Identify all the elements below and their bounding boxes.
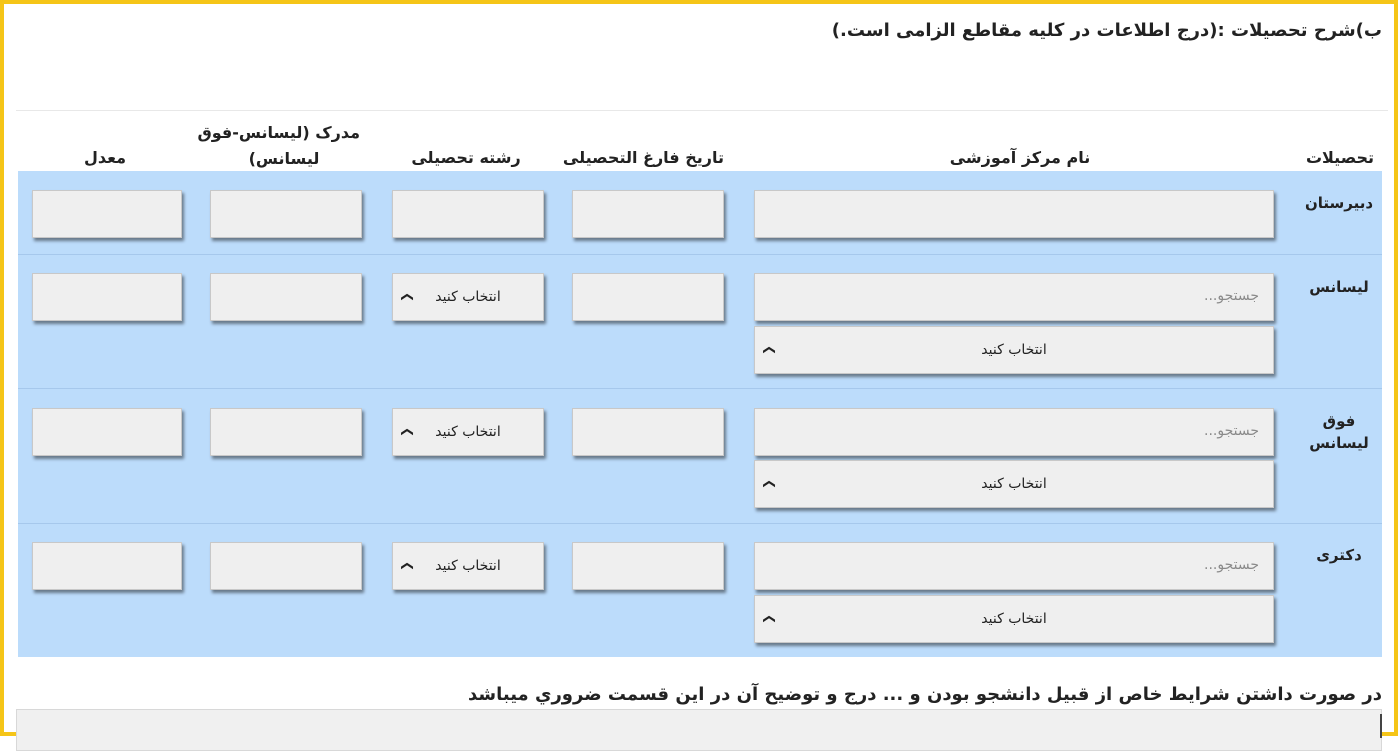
search-placeholder: جستجو... xyxy=(1204,423,1259,439)
doctorate-graduation-date-input[interactable] xyxy=(572,542,724,590)
row-divider xyxy=(18,523,1382,524)
textarea-scroll-indicator xyxy=(1380,714,1382,738)
highschool-certificate-input[interactable] xyxy=(210,190,362,238)
select-value: انتخاب کنید xyxy=(435,289,501,305)
master-graduation-date-input[interactable] xyxy=(572,408,724,456)
header-certificate-line2: لیسانس) xyxy=(248,149,320,168)
header-gpa: معدل xyxy=(83,148,127,167)
chevron-down-icon: ❯ xyxy=(763,613,778,625)
bachelor-field-select[interactable] xyxy=(392,273,544,321)
doctorate-institution-select[interactable] xyxy=(754,595,1274,643)
doctorate-institution-search[interactable] xyxy=(754,542,1274,590)
select-value: انتخاب کنید xyxy=(435,558,501,574)
chevron-down-icon: ❯ xyxy=(401,291,416,303)
select-value: انتخاب کنید xyxy=(435,424,501,440)
highschool-field-input[interactable] xyxy=(392,190,544,238)
select-value: انتخاب کنید xyxy=(981,476,1047,492)
special-conditions-textarea[interactable] xyxy=(16,709,1382,751)
master-institution-search[interactable] xyxy=(754,408,1274,456)
title-divider xyxy=(16,110,1388,111)
row-label-doctorate: دکتری xyxy=(1316,546,1362,564)
chevron-down-icon: ❯ xyxy=(763,344,778,356)
highschool-graduation-date-input[interactable] xyxy=(572,190,724,238)
bachelor-institution-search[interactable] xyxy=(754,273,1274,321)
master-field-select[interactable] xyxy=(392,408,544,456)
bachelor-institution-select[interactable] xyxy=(754,326,1274,374)
row-label-master xyxy=(1304,410,1374,454)
master-institution-select[interactable] xyxy=(754,460,1274,508)
bachelor-certificate-input[interactable] xyxy=(210,273,362,321)
row-label-master-line1: فوق xyxy=(1322,412,1356,430)
row-divider xyxy=(18,388,1382,389)
bachelor-gpa-input[interactable] xyxy=(32,273,182,321)
search-placeholder: جستجو... xyxy=(1204,557,1259,573)
chevron-down-icon: ❯ xyxy=(763,478,778,490)
doctorate-field-select[interactable] xyxy=(392,542,544,590)
header-field: رشته تحصیلی xyxy=(411,148,521,167)
highschool-gpa-input[interactable] xyxy=(32,190,182,238)
header-institution: نام مرکز آموزشی xyxy=(949,148,1091,167)
chevron-down-icon: ❯ xyxy=(401,426,416,438)
row-label-highschool: دبیرستان xyxy=(1304,194,1374,212)
doctorate-gpa-input[interactable] xyxy=(32,542,182,590)
row-label-master-line2: لیسانس xyxy=(1309,434,1369,452)
bachelor-graduation-date-input[interactable] xyxy=(572,273,724,321)
doctorate-certificate-input[interactable] xyxy=(210,542,362,590)
header-certificate-line1: مدرک (لیسانس-فوق xyxy=(197,123,360,142)
master-certificate-input[interactable] xyxy=(210,408,362,456)
master-gpa-input[interactable] xyxy=(32,408,182,456)
row-label-bachelor: لیسانس xyxy=(1309,278,1369,296)
highschool-institution-input[interactable] xyxy=(754,190,1274,238)
section-title: ب)شرح تحصیلات :(درج اطلاعات در کلیه مقاطع الزامی است.) xyxy=(831,20,1382,41)
row-divider xyxy=(18,254,1382,255)
header-degree: تحصیلات xyxy=(1305,148,1374,167)
header-certificate xyxy=(197,120,360,172)
select-value: انتخاب کنید xyxy=(981,611,1047,627)
select-value: انتخاب کنید xyxy=(981,342,1047,358)
search-placeholder: جستجو... xyxy=(1204,288,1259,304)
special-conditions-label: در صورت داشتن شرایط خاص از قبیل دانشجو بودن و ... درج و توضیح آن در این قسمت ضروري میباشد xyxy=(467,684,1382,705)
education-panel xyxy=(10,4,1388,732)
header-graduation-date: تاریخ فارغ التحصیلی xyxy=(562,148,724,167)
chevron-down-icon: ❯ xyxy=(401,560,416,572)
